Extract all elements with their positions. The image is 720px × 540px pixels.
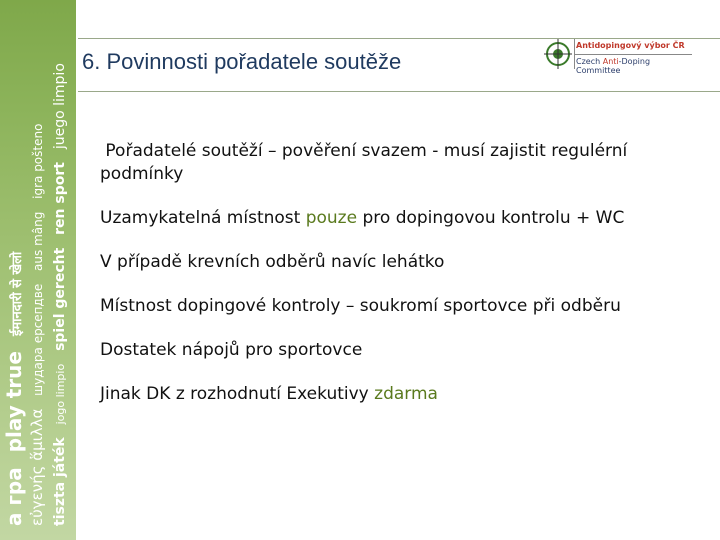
list-item — [100, 140, 700, 186]
item-text: Uzamykatelná místnost — [100, 208, 306, 228]
sidebar-phrase: εὐγενής ἅμιλλα — [28, 408, 46, 526]
content-list — [100, 140, 700, 427]
logo — [544, 39, 694, 73]
sidebar-text-col1 — [2, 244, 26, 526]
decorative-sidebar — [0, 0, 76, 540]
item-text: V případě krevních odběrů navíc lehátko — [100, 252, 445, 272]
list-item — [100, 251, 700, 274]
logo-emblem-icon — [544, 39, 572, 69]
item-text: Dostatek nápojů pro sportovce — [100, 340, 363, 360]
sidebar-text-col2 — [28, 116, 46, 526]
logo-text-cz: Antidopingový výbor ČR — [576, 41, 685, 50]
sidebar-phrase: jogo limpio — [54, 363, 67, 425]
item-text: Místnost dopingové kontroly – soukromí sportovce při odběru — [100, 296, 621, 316]
sidebar-phrase: aus mâng — [31, 211, 45, 271]
item-highlight: pouze — [305, 208, 358, 228]
logo-divider — [574, 54, 692, 55]
sidebar-phrase: spiel gerecht — [52, 247, 68, 351]
slide-title: 6. Povinnosti pořadatele soutěže — [82, 49, 402, 74]
logo-text-en — [576, 57, 694, 75]
sidebar-phrase: igra pošteno — [31, 123, 45, 199]
sidebar-phrase: tiszta játék — [52, 437, 68, 526]
sidebar-phrase: ईमानदारी से खेलो — [10, 251, 25, 337]
item-text: pro dopingovou kontrolu + WC — [357, 208, 625, 228]
sidebar-phrase: juego limpio — [52, 63, 68, 150]
logo-text-part: -Doping Committee — [576, 57, 651, 75]
sidebar-phrase: шудара ерсепдве — [31, 283, 45, 396]
logo-text-part: Czech — [576, 57, 603, 66]
list-item — [100, 383, 700, 406]
sidebar-phrase: play true — [2, 351, 26, 453]
item-text: Jinak DK z rozhodnutí Exekutivy — [100, 384, 375, 404]
item-highlight: zdarma — [374, 384, 438, 404]
item-text: Pořadatelé soutěží – pověření svazem - musí zajistit regulérní podmínky — [100, 141, 633, 184]
sidebar-phrase: a гра — [2, 467, 26, 526]
logo-text-part: Anti — [602, 57, 619, 66]
list-item — [100, 207, 700, 230]
list-item — [100, 339, 700, 362]
sidebar-text-col3 — [52, 55, 68, 526]
title-bar — [78, 38, 720, 92]
list-item — [100, 295, 700, 318]
sidebar-phrase: ren sport — [52, 162, 68, 235]
